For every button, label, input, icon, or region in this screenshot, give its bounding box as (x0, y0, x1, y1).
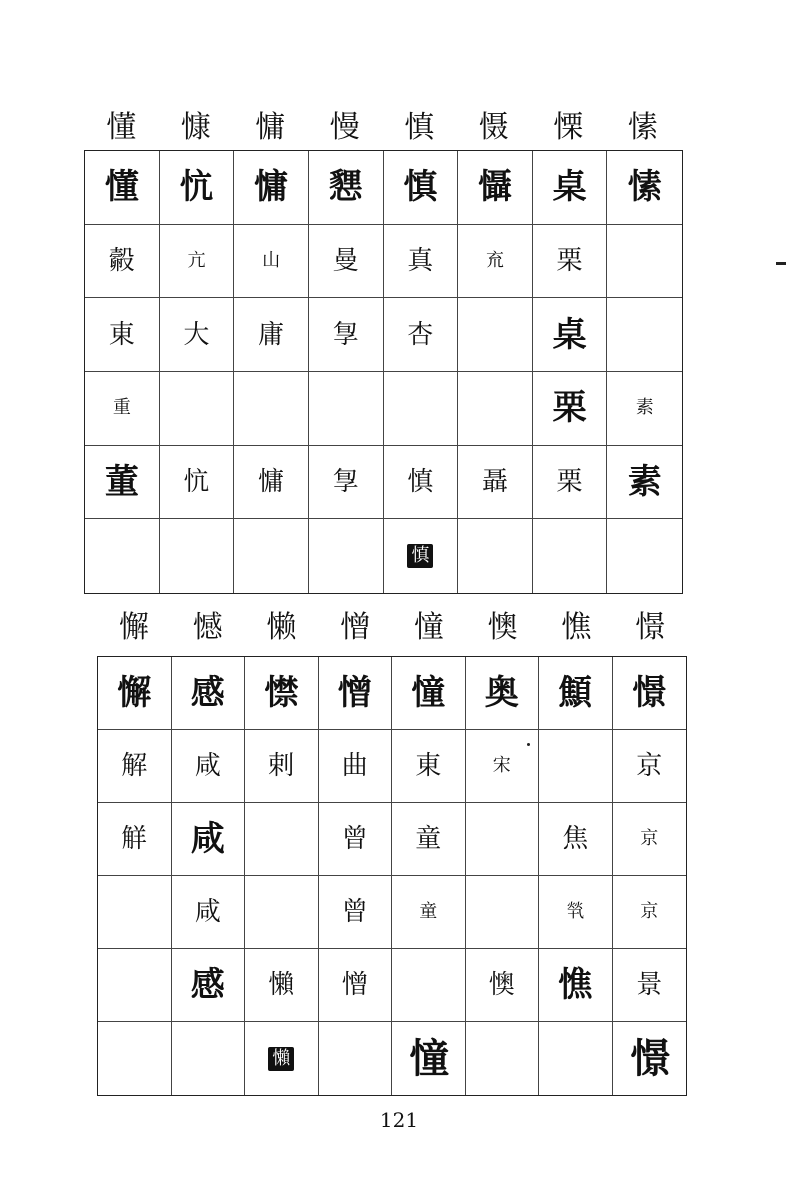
seal-script-glyph: 感 (190, 673, 225, 713)
bottom-header-row (97, 608, 687, 648)
top-cell-r0-c5 (458, 151, 533, 225)
seal-script-glyph: 奥 (484, 673, 519, 713)
bottom-cell-r2-c2 (245, 803, 319, 876)
bottom-cell-r4-c4 (392, 949, 466, 1022)
top-cell-r2-c6 (533, 298, 608, 372)
seal-script-glyph: 憧 (411, 673, 446, 713)
top-cell-r2-c2 (234, 298, 309, 372)
top-cell-r2-c4 (384, 298, 459, 372)
top-cell-r1-c6 (533, 225, 608, 299)
seal-script-glyph: 慎 (403, 167, 438, 208)
top-cell-r4-c2 (234, 446, 309, 520)
seal-script-glyph: 曼 (332, 245, 359, 276)
top-cell-r4-c3 (309, 446, 384, 520)
top-cell-r4-c5 (458, 446, 533, 520)
seal-script-glyph: 愫 (627, 167, 662, 208)
seal-script-glyph: 桌 (552, 314, 587, 355)
top-cell-r0-c0 (85, 151, 160, 225)
bottom-cell-r2-c6 (539, 803, 613, 876)
bottom-cell-r1-c7 (613, 730, 687, 803)
seal-script-glyph: 懾 (477, 167, 512, 208)
bottom-header-7: 憬 (635, 610, 666, 645)
bottom-cell-r5-c5 (466, 1022, 540, 1095)
seal-script-glyph: 重 (112, 397, 131, 419)
bottom-cell-r3-c4 (392, 876, 466, 949)
top-cell-r0-c4 (384, 151, 459, 225)
top-cell-r1-c0 (85, 225, 160, 299)
seal-script-glyph: 㲉 (108, 245, 135, 276)
seal-script-glyph: 庸 (258, 319, 285, 350)
seal-script-glyph: 栗 (556, 466, 583, 497)
seal-script-glyph: 景 (636, 970, 663, 1000)
top-cell-r4-c1 (160, 446, 235, 520)
seal-script-glyph: 懂 (104, 167, 139, 208)
bottom-cell-r0-c0 (98, 657, 172, 730)
seal-script-glyph: 慎 (407, 466, 434, 497)
bottom-cell-r4-c6 (539, 949, 613, 1022)
bottom-cell-r2-c3 (319, 803, 393, 876)
seal-script-glyph: 忼 (179, 167, 214, 208)
bottom-cell-r1-c4 (392, 730, 466, 803)
stray-mark (776, 262, 786, 265)
seal-script-glyph: 忼 (183, 466, 210, 497)
seal-script-glyph: 慵 (254, 167, 289, 208)
bottom-cell-r4-c7 (613, 949, 687, 1022)
seal-script-glyph: 顦 (558, 673, 593, 713)
seal-script-glyph: 東 (415, 751, 442, 781)
seal-script-glyph: 董 (104, 461, 139, 502)
bottom-cell-r2-c7 (613, 803, 687, 876)
bottom-cell-r5-c6 (539, 1022, 613, 1095)
top-cell-r1-c2 (234, 225, 309, 299)
bottom-cell-r1-c5 (466, 730, 540, 803)
top-cell-r4-c0 (85, 446, 160, 520)
bottom-cell-r5-c1 (172, 1022, 246, 1095)
seal-script-glyph: 㝁 (332, 319, 359, 350)
seal-script-glyph: 㐬 (485, 249, 504, 271)
seal-stamp-glyph: 慎 (407, 544, 433, 568)
top-cell-r4-c6 (533, 446, 608, 520)
bottom-cell-r5-c3 (319, 1022, 393, 1095)
top-cell-r5-c1 (160, 519, 235, 593)
top-cell-r3-c1 (160, 372, 235, 446)
top-cell-r5-c4 (384, 519, 459, 593)
top-cell-r3-c4 (384, 372, 459, 446)
top-cell-r2-c0 (85, 298, 160, 372)
bottom-cell-r0-c1 (172, 657, 246, 730)
top-cell-r1-c4 (384, 225, 459, 299)
bottom-cell-r3-c1 (172, 876, 246, 949)
top-cell-r1-c1 (160, 225, 235, 299)
bottom-cell-r0-c5 (466, 657, 540, 730)
seal-script-glyph: 咸 (190, 819, 225, 859)
seal-script-glyph: 素 (635, 397, 654, 419)
seal-script-glyph: 宋 (492, 755, 511, 776)
bottom-header-1: 憾 (192, 610, 223, 645)
seal-script-glyph: 懈 (117, 673, 152, 713)
seal-script-glyph: 京 (640, 828, 659, 849)
seal-script-glyph: 焦 (562, 824, 589, 854)
seal-script-glyph: 慵 (258, 466, 285, 497)
seal-script-glyph: 桌 (552, 167, 587, 208)
top-cell-r2-c7 (607, 298, 682, 372)
seal-script-glyph: 東 (108, 319, 135, 350)
seal-script-glyph: 懊 (488, 970, 515, 1000)
bottom-header-3: 憎 (340, 610, 371, 645)
top-cell-r1-c3 (309, 225, 384, 299)
seal-script-glyph: 㝁 (332, 466, 359, 497)
bottom-header-0: 懈 (118, 610, 149, 645)
bottom-cell-r3-c0 (98, 876, 172, 949)
bottom-cell-r4-c0 (98, 949, 172, 1022)
bottom-cell-r4-c2 (245, 949, 319, 1022)
top-cell-r2-c3 (309, 298, 384, 372)
bottom-cell-r4-c3 (319, 949, 393, 1022)
seal-script-glyph: 㦟 (328, 167, 363, 208)
bottom-cell-r1-c1 (172, 730, 246, 803)
top-cell-r0-c3 (309, 151, 384, 225)
top-character-table (84, 150, 683, 594)
top-cell-r4-c7 (607, 446, 682, 520)
bottom-cell-r2-c1 (172, 803, 246, 876)
bottom-cell-r0-c7 (613, 657, 687, 730)
seal-script-glyph: 感 (190, 965, 225, 1005)
top-cell-r5-c6 (533, 519, 608, 593)
bottom-cell-r5-c2 (245, 1022, 319, 1095)
top-cell-r4-c4 (384, 446, 459, 520)
bottom-cell-r1-c3 (319, 730, 393, 803)
bottom-cell-r3-c2 (245, 876, 319, 949)
bottom-cell-r2-c5 (466, 803, 540, 876)
seal-script-glyph: 童 (419, 901, 438, 922)
bottom-character-table (97, 656, 687, 1096)
bottom-cell-r5-c0 (98, 1022, 172, 1095)
bottom-cell-r3-c7 (613, 876, 687, 949)
bottom-header-6: 憔 (561, 610, 592, 645)
seal-script-glyph: 京 (640, 901, 659, 922)
seal-script-glyph: 㷀 (566, 901, 585, 922)
seal-script-glyph: 聶 (481, 466, 508, 497)
top-cell-r5-c5 (458, 519, 533, 593)
seal-script-glyph: 剌 (268, 751, 295, 781)
top-header-1: 慷 (180, 110, 211, 145)
top-cell-r1-c5 (458, 225, 533, 299)
bottom-cell-r1-c2 (245, 730, 319, 803)
bottom-cell-r3-c6 (539, 876, 613, 949)
bottom-cell-r0-c4 (392, 657, 466, 730)
seal-script-glyph: 咸 (194, 897, 221, 927)
top-cell-r0-c7 (607, 151, 682, 225)
bottom-cell-r0-c6 (539, 657, 613, 730)
seal-stamp-glyph: 憧 (409, 1034, 448, 1082)
seal-script-glyph: 觧 (121, 824, 148, 854)
top-cell-r2-c5 (458, 298, 533, 372)
seal-script-glyph: 憔 (558, 965, 593, 1005)
bottom-cell-r5-c4 (392, 1022, 466, 1095)
seal-script-glyph: 咸 (194, 751, 221, 781)
seal-script-glyph: 憬 (632, 673, 667, 713)
seal-script-glyph: 栗 (552, 388, 587, 429)
bottom-cell-r4-c1 (172, 949, 246, 1022)
top-cell-r3-c2 (234, 372, 309, 446)
top-cell-r3-c6 (533, 372, 608, 446)
seal-script-glyph: 大 (183, 319, 210, 350)
bottom-header-2: 懒 (266, 610, 297, 645)
page-number: 121 (379, 1108, 419, 1132)
seal-script-glyph: 栗 (556, 245, 583, 276)
bottom-cell-r2-c0 (98, 803, 172, 876)
seal-script-glyph: 杏 (407, 319, 434, 350)
bottom-cell-r3-c5 (466, 876, 540, 949)
top-header-3: 慢 (329, 110, 360, 145)
seal-script-glyph: 京 (636, 751, 663, 781)
top-cell-r3-c3 (309, 372, 384, 446)
bottom-cell-r2-c4 (392, 803, 466, 876)
seal-script-glyph: 童 (415, 824, 442, 854)
top-cell-r5-c3 (309, 519, 384, 593)
seal-script-glyph: 曾 (341, 824, 368, 854)
top-header-0: 懂 (106, 110, 137, 145)
top-cell-r3-c0 (85, 372, 160, 446)
bottom-cell-r5-c7 (613, 1022, 687, 1095)
top-header-row (84, 108, 680, 148)
top-cell-r0-c2 (234, 151, 309, 225)
seal-stamp-glyph: 懶 (268, 1047, 294, 1071)
seal-script-glyph: 真 (407, 245, 434, 276)
top-header-7: 愫 (627, 110, 658, 145)
top-cell-r1-c7 (607, 225, 682, 299)
bottom-header-5: 懊 (487, 610, 518, 645)
top-cell-r3-c7 (607, 372, 682, 446)
seal-script-glyph: 㦗 (264, 673, 299, 713)
top-header-6: 慄 (553, 110, 584, 145)
seal-script-glyph: 素 (627, 461, 662, 502)
top-cell-r0-c6 (533, 151, 608, 225)
bottom-cell-r1-c6 (539, 730, 613, 803)
top-cell-r0-c1 (160, 151, 235, 225)
seal-script-glyph: 憎 (337, 673, 372, 713)
seal-script-glyph: 山 (262, 249, 281, 271)
bottom-cell-r1-c0 (98, 730, 172, 803)
seal-script-glyph: 憎 (341, 970, 368, 1000)
bottom-cell-r0-c3 (319, 657, 393, 730)
top-cell-r3-c5 (458, 372, 533, 446)
top-header-2: 慵 (255, 110, 286, 145)
top-cell-r5-c2 (234, 519, 309, 593)
bottom-header-4: 憧 (413, 610, 444, 645)
bottom-cell-r3-c3 (319, 876, 393, 949)
top-header-4: 慎 (404, 110, 435, 145)
seal-script-glyph: 曾 (341, 897, 368, 927)
top-cell-r5-c0 (85, 519, 160, 593)
bottom-cell-r4-c5 (466, 949, 540, 1022)
seal-stamp-glyph: 憬 (630, 1034, 669, 1082)
seal-script-glyph: 曲 (341, 751, 368, 781)
seal-script-glyph: 亢 (187, 249, 206, 271)
seal-script-glyph: 解 (121, 751, 148, 781)
seal-script-glyph: 懶 (268, 970, 295, 1000)
bottom-cell-r0-c2 (245, 657, 319, 730)
stray-dot (527, 743, 530, 746)
top-cell-r5-c7 (607, 519, 682, 593)
top-header-5: 慑 (478, 110, 509, 145)
top-cell-r2-c1 (160, 298, 235, 372)
